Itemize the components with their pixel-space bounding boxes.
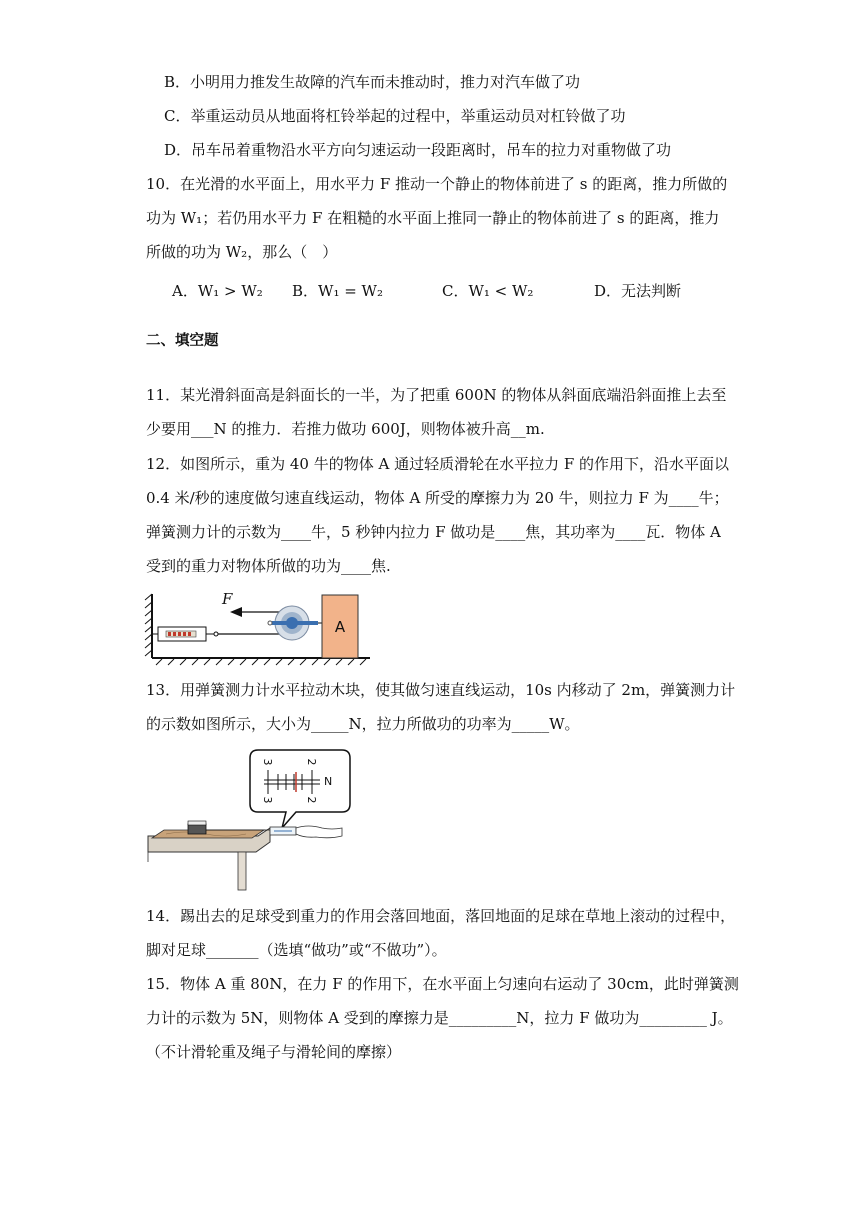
q12-line-1: 12．如图所示，重为 40 牛的物体 A 通过轻质滑轮在水平拉力 F 的作用下，沿水平面以 [146,455,730,473]
q9-option-b: B．小明用力推发生故障的汽车而未推动时，推力对汽车做了功 [164,73,581,91]
q11-line-2: 少要用___N 的推力．若推力做功 600J，则物体被升高__m. [146,420,545,438]
q9-option-c: C．举重运动员从地面将杠铃举起的过程中，举重运动员对杠铃做了功 [164,107,626,125]
hand-icon [296,826,342,838]
q14-line-1: 14．踢出去的足球受到重力的作用会落回地面，落回地面的足球在草地上滚动的过程中， [146,907,736,925]
q9-option-d: D．吊车吊着重物沿水平方向匀速运动一段距离时，吊车的拉力对重物做了功 [164,141,672,159]
scale-number-3-top: 3 [261,758,274,766]
q10-option-c: C．W₁ < W₂ [442,282,534,300]
q10-line-3: 所做的功为 W₂，那么（ ） [146,243,338,261]
scale-number-2-top: 2 [305,758,318,766]
q15-line-3: （不计滑轮重及绳子与滑轮间的摩擦） [146,1043,402,1061]
q12-line-4: 受到的重力对物体所做的功为____焦. [146,557,391,575]
q10-line-2: 功为 W₁；若仍用水平力 F 在粗糙的水平面上推同一静止的物体前进了 s 的距离，推力 [146,209,720,227]
scale-number-2-bottom: 2 [305,796,318,804]
q10-line-1: 10．在光滑的水平面上，用水平力 F 推动一个静止的物体前进了 s 的距离，推力所做的 [146,175,728,193]
q13-line-2: 的示数如图所示，大小为_____N，拉力所做功的功率为_____W。 [146,715,580,733]
q13-line-1: 13．用弹簧测力计水平拉动木块，使其做匀速直线运动，10s 内移动了 2m，弹簧测力计 [146,681,736,699]
q10-option-a: A．W₁ > W₂ [172,282,263,300]
section-title: 二、填空题 [146,333,219,349]
pulley-figure [142,588,374,666]
q12-line-3: 弹簧测力计的示数为____牛，5 秒钟内拉力 F 做功是____焦，其功率为____瓦．物体 A [146,523,721,541]
q11-line-1: 11．某光滑斜面高是斜面长的一半，为了把重 600N 的物体从斜面底端沿斜面推上去至 [146,386,727,404]
spring-scale-figure [146,744,352,892]
q10-option-d: D．无法判断 [594,282,682,300]
scale-unit: N [324,775,333,788]
force-arrow-icon [230,607,242,617]
scale-number-3-bottom: 3 [261,796,274,804]
q14-line-2: 脚对足球_______（选填“做功”或“不做功”）。 [146,941,447,959]
block-label: A [334,618,346,636]
wood-block [188,824,206,834]
force-label: F [222,590,233,608]
q15-line-2: 力计的示数为 5N，则物体 A 受到的摩擦力是_________N，拉力 F 做功为_________ J。 [146,1009,733,1027]
q15-line-1: 15．物体 A 重 80N，在力 F 的作用下，在水平面上匀速向右运动了 30cm，此时弹簧测 [146,975,739,993]
q12-line-2: 0.4 米/秒的速度做匀速直线运动，物体 A 所受的摩擦力为 20 牛，则拉力 F 为____牛； [146,489,729,507]
q10-option-b: B．W₁ = W₂ [292,282,383,300]
